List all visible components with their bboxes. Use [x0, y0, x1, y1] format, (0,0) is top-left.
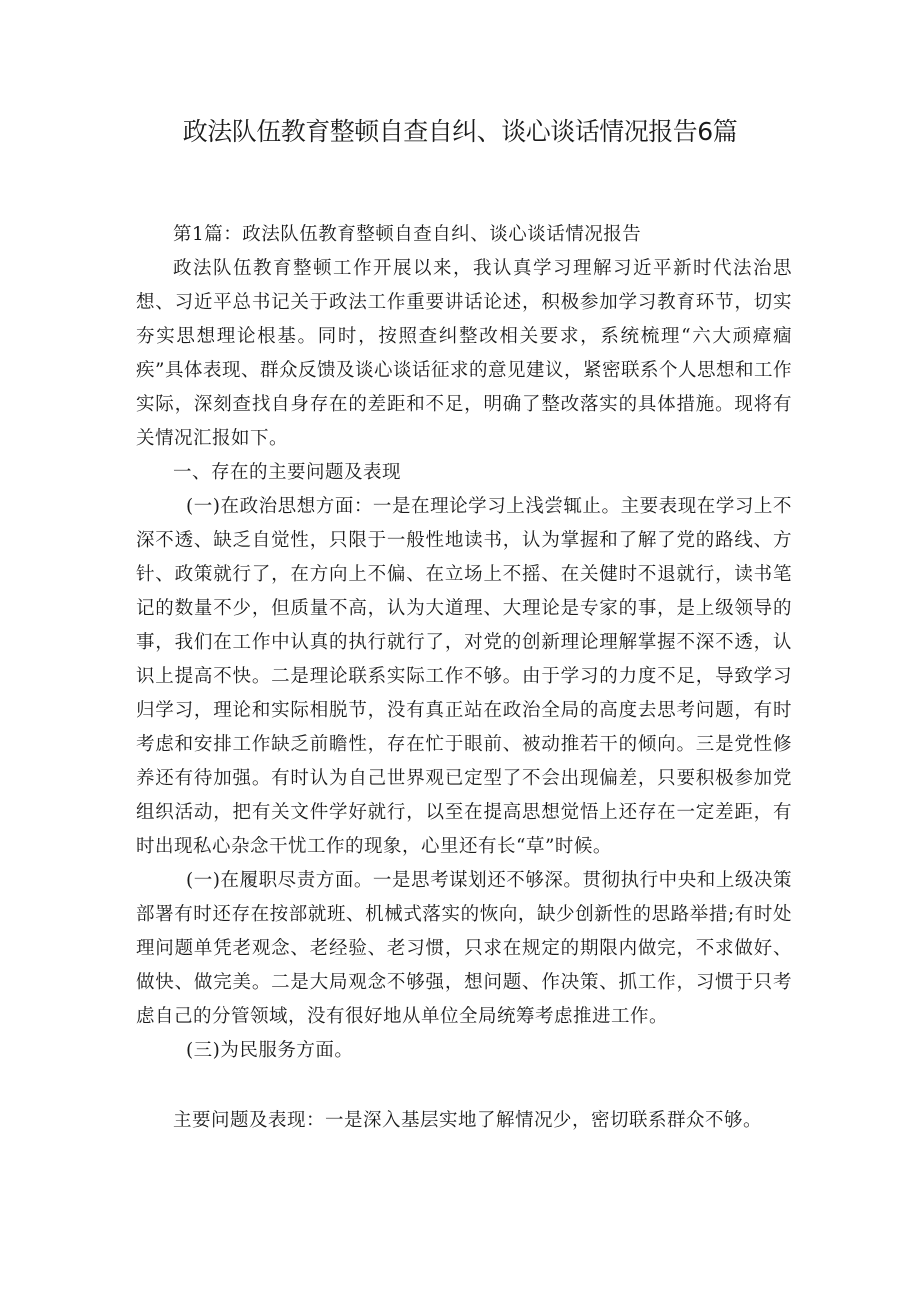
- duty-performance-paragraph: (一)在履职尽责方面。一是思考谋划还不够深。贯彻执行中央和上级决策部署有时还存在按部就班、机械式落实的恢向，缺少创新性的思路举措;有时处理问题单凭老观念、老经验、老习惯，只求在规定的期限内做完，不求做好、做快、做完美。二是大局观念不够强，想问题、作决策、抓工作，习惯于只考虑自己的分管领域，没有很好地从单位全局统筹考虑推进工作。: [136, 870, 792, 1027]
- main-issues-paragraph: 主要问题及表现：一是深入基层实地了解情况少，密切联系群众不够。: [173, 1110, 763, 1131]
- document-body: [136, 218, 792, 1138]
- political-thought-paragraph: (一)在政治思想方面：一是在理论学习上浅尝辄止。主要表现在学习上不深不透、缺乏自觉性，只限于一般性地读书，认为掌握和了解了党的路线、方针、政策就行了，在方向上不偏、在立场上不摇、在关健时不退就行，读书笔记的数量不少，但质量不高，认为大道理、大理论是专家的事，是上级领导的事，我们在工作中认真的执行就行了，对党的创新理论理解掌握不深不透，认识上提高不快。二是理论联系实际工作不够。由于学习的力度不足，导致学习归学习，理论和实际相脱节，没有真正站在政治全局的高度去思考问题，有时考虑和安排工作缺乏前瞻性，存在忙于眼前、被动推若干的倾向。三是党性修养还有待加强。有时认为自己世界观已定型了不会出现偏差，只要积极参加党组织活动，把有关文件学好就行，以至在提高思想觉悟上还存在一定差距，有时出现私心杂念干忧工作的现象，心里还有长“草”时候。: [136, 496, 792, 857]
- document-title: 政法队伍教育整顿自查自纠、谈心谈话情况报告6篇: [182, 117, 738, 146]
- public-service-heading: (三)为民服务方面。: [185, 1040, 354, 1061]
- chapter-heading: 第1篇：政法队伍教育整顿自查自纠、谈心谈话情况报告: [173, 224, 642, 245]
- section-heading: 一、存在的主要问题及表现: [173, 462, 402, 483]
- intro-paragraph: 政法队伍教育整顿工作开展以来，我认真学习理解习近平新时代法治思想、习近平总书记关于政法工作重要讲话论述，积极参加学习教育环节，切实夯实思想理论根基。同时，按照查纠整改相关要求，系统梳理“六大顽瘴痼疾”具体表现、群众反馈及谈心谈话征求的意见建议，紧密联系个人思想和工作实际，深刻查找自身存在的差距和不足，明确了整改落实的具体措施。现将有关情况汇报如下。: [136, 258, 792, 449]
